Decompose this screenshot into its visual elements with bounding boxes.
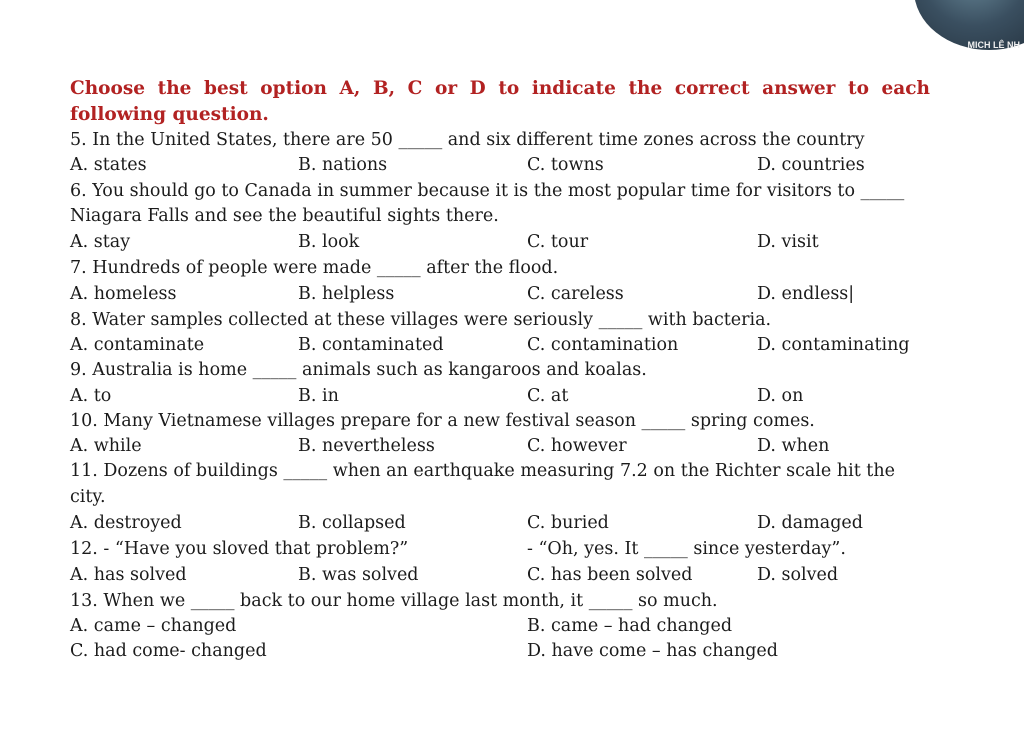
- question-stem: 9. Australia is home _____ animals such as kangaroos and koalas.: [70, 360, 647, 380]
- option-c: C. had come- changed: [70, 641, 267, 661]
- option-d: D. when: [757, 436, 830, 456]
- option-c: C. buried: [527, 513, 609, 533]
- option-b: B. helpless: [298, 284, 395, 304]
- option-d: D. endless|: [757, 284, 855, 304]
- option-b: B. contaminated: [298, 335, 444, 355]
- option-d: D. countries: [757, 155, 865, 175]
- option-a: A. to: [70, 386, 112, 406]
- option-a: A. contaminate: [70, 335, 205, 355]
- question-stem: 5. In the United States, there are 50 _____ and six different time zones across the country: [70, 130, 865, 150]
- option-d: D. on: [757, 386, 804, 406]
- option-c: C. contamination: [527, 335, 679, 355]
- question-stem: 10. Many Vietnamese villages prepare for a new festival season _____ spring comes.: [70, 411, 815, 431]
- option-a: A. while: [70, 436, 142, 456]
- option-b: B. was solved: [298, 565, 419, 585]
- option-a: A. came – changed: [70, 616, 237, 636]
- question-stem: 8. Water samples collected at these villages were seriously _____ with bacteria.: [70, 310, 772, 330]
- option-a: A. stay: [70, 232, 131, 252]
- option-d: D. solved: [757, 565, 839, 585]
- question-stem-reply: - “Oh, yes. It _____ since yesterday”.: [527, 539, 846, 559]
- option-d: D. damaged: [757, 513, 863, 533]
- question-stem-continued: city.: [70, 487, 106, 507]
- option-c: C. tour: [527, 232, 589, 252]
- corner-watermark: MICH LÊ NH: [967, 40, 1020, 50]
- option-b: B. in: [298, 386, 339, 406]
- option-b: B. collapsed: [298, 513, 406, 533]
- option-c: C. however: [527, 436, 627, 456]
- option-a: A. destroyed: [70, 513, 182, 533]
- option-d: D. contaminating: [757, 335, 910, 355]
- option-d: D. visit: [757, 232, 819, 252]
- instructions-heading: Choose the best option A, B, C or D to indicate the correct answer to each following question.: [70, 78, 930, 125]
- option-b: B. came – had changed: [527, 616, 733, 636]
- option-c: C. careless: [527, 284, 624, 304]
- option-c: C. at: [527, 386, 569, 406]
- question-stem: 11. Dozens of buildings _____ when an earthquake measuring 7.2 on the Richter scale hit the: [70, 461, 895, 481]
- option-c: C. has been solved: [527, 565, 693, 585]
- option-a: A. states: [70, 155, 147, 175]
- question-stem: 6. You should go to Canada in summer because it is the most popular time for visitors to _____: [70, 181, 905, 201]
- question-stem: 12. - “Have you sloved that problem?”: [70, 539, 409, 559]
- option-c: C. towns: [527, 155, 604, 175]
- question-stem: 7. Hundreds of people were made _____ after the flood.: [70, 258, 559, 278]
- question-stem-continued: Niagara Falls and see the beautiful sights there.: [70, 206, 499, 226]
- option-b: B. nevertheless: [298, 436, 435, 456]
- option-a: A. homeless: [70, 284, 177, 304]
- option-d: D. have come – has changed: [527, 641, 778, 661]
- option-b: B. nations: [298, 155, 388, 175]
- option-b: B. look: [298, 232, 360, 252]
- option-a: A. has solved: [70, 565, 187, 585]
- question-stem: 13. When we _____ back to our home village last month, it _____ so much.: [70, 591, 718, 611]
